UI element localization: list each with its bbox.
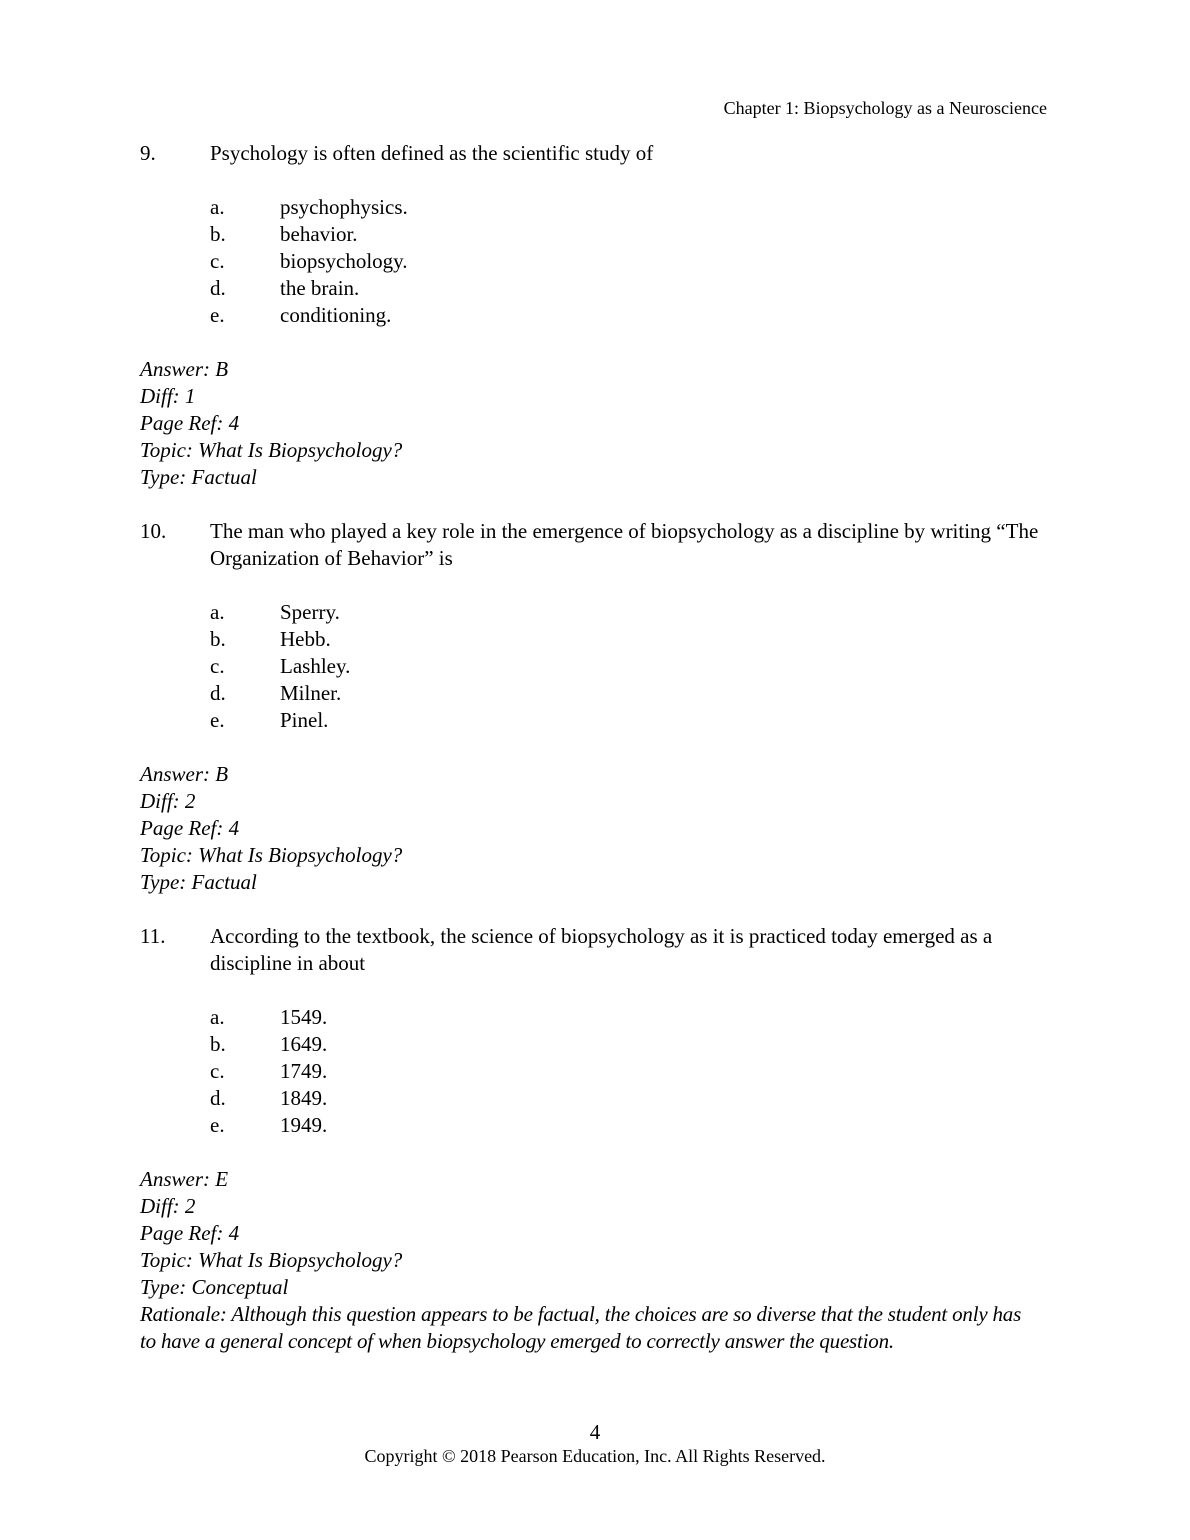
choice-item [210, 275, 1060, 302]
choice-item [210, 1058, 1060, 1085]
choice-letter: a. [210, 600, 225, 624]
question-stem [140, 140, 1060, 167]
choice-letter: e. [210, 303, 225, 327]
question-list [140, 140, 1060, 1355]
choice-item [210, 707, 1060, 734]
question-type: Type: Conceptual [140, 1275, 289, 1299]
page-footer [0, 1420, 1190, 1468]
choice-letter: d. [210, 276, 226, 300]
choice-text: 1849. [280, 1086, 328, 1110]
question-item [140, 923, 1060, 1355]
answer-metadata [140, 356, 1060, 491]
choice-text: the brain. [280, 276, 360, 300]
choice-item [210, 302, 1060, 329]
choice-item [210, 626, 1060, 653]
answer-key: Answer: E [140, 1167, 229, 1191]
choice-text: behavior. [280, 222, 358, 246]
question-type: Type: Factual [140, 465, 257, 489]
choice-list [210, 194, 1060, 329]
rationale: Rationale: Although this question appears to be factual, the choices are so diverse that the student only has to have a general concept of when biopsychology emerged to correctly answer the question. [140, 1302, 1022, 1353]
choice-letter: c. [210, 249, 225, 273]
choice-item [210, 680, 1060, 707]
choice-text: 1949. [280, 1113, 328, 1137]
answer-key: Answer: B [140, 762, 229, 786]
choice-text: 1549. [280, 1005, 328, 1029]
page-reference: Page Ref: 4 [140, 1221, 240, 1245]
difficulty: Diff: 1 [140, 384, 196, 408]
choice-letter: c. [210, 654, 225, 678]
question-item [140, 140, 1060, 491]
choice-item [210, 1004, 1060, 1031]
choice-text: Milner. [280, 681, 342, 705]
choice-item [210, 248, 1060, 275]
question-item [140, 518, 1060, 896]
topic: Topic: What Is Biopsychology? [140, 438, 403, 462]
choice-letter: a. [210, 195, 225, 219]
choice-text: conditioning. [280, 303, 392, 327]
page-number: 4 [589, 1420, 601, 1444]
choice-text: Lashley. [280, 654, 351, 678]
question-stem [140, 923, 1060, 977]
copyright-notice: Copyright © 2018 Pearson Education, Inc. All Rights Reserved. [364, 1446, 826, 1466]
choice-list [210, 1004, 1060, 1139]
choice-letter: e. [210, 708, 225, 732]
choice-list [210, 599, 1060, 734]
choice-letter: a. [210, 1005, 225, 1029]
difficulty: Diff: 2 [140, 1194, 196, 1218]
choice-letter: c. [210, 1059, 225, 1083]
choice-item [210, 653, 1060, 680]
difficulty: Diff: 2 [140, 789, 196, 813]
choice-letter: b. [210, 222, 226, 246]
page-reference: Page Ref: 4 [140, 816, 240, 840]
choice-letter: b. [210, 1032, 226, 1056]
question-text: According to the textbook, the science of biopsychology as it is practiced today emerged as a discipline in about [210, 924, 993, 975]
question-number: 9. [140, 141, 156, 165]
choice-text: Hebb. [280, 627, 331, 651]
question-stem [140, 518, 1060, 572]
choice-letter: d. [210, 1086, 226, 1110]
choice-item [210, 1031, 1060, 1058]
topic: Topic: What Is Biopsychology? [140, 843, 403, 867]
page-reference: Page Ref: 4 [140, 411, 240, 435]
choice-text: 1649. [280, 1032, 328, 1056]
answer-metadata [140, 1166, 1060, 1355]
question-number: 11. [140, 924, 166, 948]
choice-item [210, 194, 1060, 221]
running-header: Chapter 1: Biopsychology as a Neuroscience [723, 98, 1047, 118]
choice-text: Pinel. [280, 708, 329, 732]
choice-letter: d. [210, 681, 226, 705]
choice-item [210, 1112, 1060, 1139]
answer-metadata [140, 761, 1060, 896]
choice-item [210, 1085, 1060, 1112]
choice-text: 1749. [280, 1059, 328, 1083]
answer-key: Answer: B [140, 357, 229, 381]
question-text: Psychology is often defined as the scientific study of [210, 141, 654, 165]
question-type: Type: Factual [140, 870, 257, 894]
topic: Topic: What Is Biopsychology? [140, 1248, 403, 1272]
question-text: The man who played a key role in the emergence of biopsychology as a discipline by writing “The Organization of Behavior” is [210, 519, 1039, 570]
choice-item [210, 599, 1060, 626]
question-number: 10. [140, 519, 167, 543]
choice-letter: b. [210, 627, 226, 651]
choice-text: Sperry. [280, 600, 340, 624]
choice-letter: e. [210, 1113, 225, 1137]
choice-item [210, 221, 1060, 248]
choice-text: psychophysics. [280, 195, 408, 219]
choice-text: biopsychology. [280, 249, 408, 273]
